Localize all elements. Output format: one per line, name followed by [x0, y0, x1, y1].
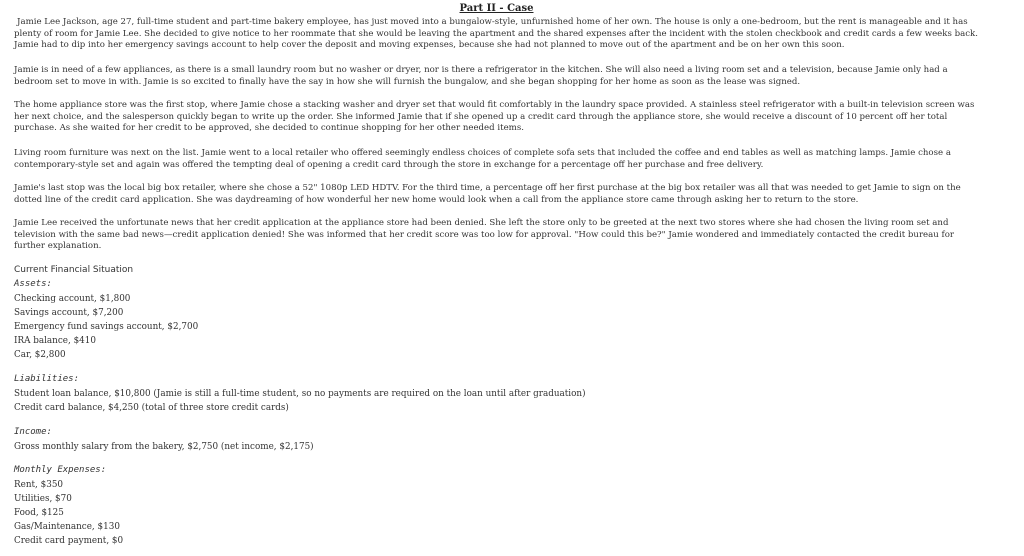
asset-item: Car, $2,800: [14, 350, 66, 360]
paragraph-big-box: Jamie's last stop was the local big box retailer, where she chose a 52" 1080p LED HDTV. For the third time, a percentage off her first purchase at the big box retailer was all that was needed to get Jamie to sign on the dotted line of the credit card application. She was daydreaming of how wonderful her new home would look when a call from the appliance store came through asking her to return to the store.: [14, 183, 961, 205]
asset-item: Savings account, $7,200: [14, 308, 124, 318]
expense-item: Utilities, $70: [14, 494, 72, 504]
income-label: Income:: [14, 427, 52, 437]
income-item: Gross monthly salary from the bakery, $2,750 (net income, $2,175): [14, 442, 314, 452]
asset-item: Checking account, $1,800: [14, 294, 131, 304]
expense-item: Gas/Maintenance, $130: [14, 522, 120, 532]
liabilities-label: Liabilities:: [14, 374, 80, 384]
expense-item: Credit card payment, $0: [14, 536, 124, 546]
paragraph-credit-denied: Jamie Lee received the unfortunate news that her credit application at the appliance store had been denied. She left the store only to be greeted at the next two stores where she had chosen the living room set and television with the same bad news—credit application denied! She was informed that her credit score was too low for approval. "How could this be?" Jamie wondered and immediately contacted the credit bureau for further explanation.: [14, 218, 954, 252]
assets-label: Assets:: [14, 279, 52, 289]
expenses-label: Monthly Expenses:: [14, 465, 107, 475]
paragraph-furniture: Living room furniture was next on the list. Jamie went to a local retailer who offered seemingly endless choices of complete sofa sets that included the coffee and end tables as well as matching lamps. Jamie chose a contemporary-style set and again was offered the tempting deal of opening a credit card through the store in exchange for a percentage off her purchase and free delivery.: [14, 148, 951, 170]
financial-heading: Current Financial Situation: [14, 265, 134, 275]
asset-item: Emergency fund savings account, $2,700: [14, 322, 199, 332]
paragraph-appliance-store: The home appliance store was the first stop, where Jamie chose a stacking washer and dryer set that would fit comfortably in the laundry space provided. A stainless steel refrigerator with a built-in television screen was her next choice, and the salesperson quickly began to write up the order. She informed Jamie that if she opened up a credit card through the appliance store, she would receive a discount of 10 percent off her total purchase. As she waited for her credit to be approved, she decided to continue shopping for her other needed items.: [14, 100, 975, 134]
expense-item: Rent, $350: [14, 480, 64, 490]
liability-item: Credit card balance, $4,250 (total of three store credit cards): [14, 403, 289, 413]
paragraph-intro: Jamie Lee Jackson, age 27, full-time student and part-time bakery employee, has just moved into a bungalow-style, unfurnished home of her own. The house is only a one-bedroom, but the rent is manageable and it has plenty of room for Jamie Lee. She decided to give notice to her roommate that she would be leaving the apartment and the shared expenses after the incident with the stolen checkbook and credit cards a few weeks back. Jamie had to dip into her emergency savings account to help cover the deposit and moving expenses, because she had not planned to move out of the apartment and be on her own this soon.: [14, 17, 978, 51]
expense-item: Food, $125: [14, 508, 64, 518]
case-title: Part II - Case: [459, 3, 534, 14]
paragraph-needs: Jamie is in need of a few appliances, as there is a small laundry room but no washer or dryer, nor is there a refrigerator in the kitchen. She will also need a living room set and a television, because Jamie only had a bedroom set to move in with. Jamie is so excited to finally have the say in how she will furnish the bungalow, and she began shopping for her home as soon as the lease was signed.: [14, 65, 948, 87]
asset-item: IRA balance, $410: [14, 336, 96, 346]
liability-item: Student loan balance, $10,800 (Jamie is still a full-time student, so no payments are required on the loan until after graduation): [14, 389, 586, 399]
